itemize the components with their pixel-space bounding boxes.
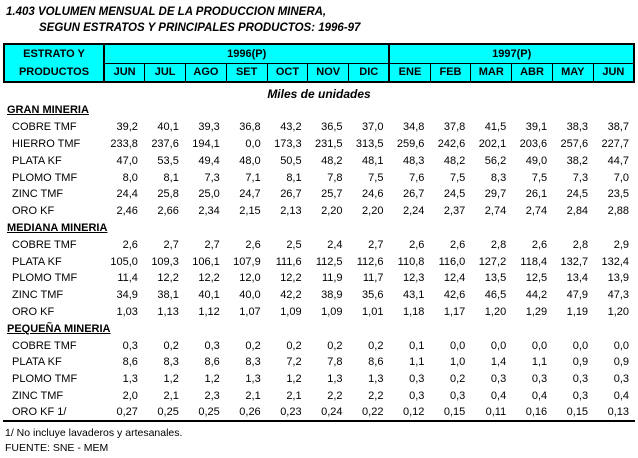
footnote-2: FUENTE: SNE - MEM xyxy=(5,442,109,455)
value-cell: 0,13 xyxy=(607,406,629,419)
product-label: ZINC TMF xyxy=(12,289,64,302)
value-cell: 0,2 xyxy=(327,339,343,352)
value-cell: 2,6 xyxy=(531,238,548,251)
value-cell: 8,3 xyxy=(490,171,507,184)
value-cell: 0,22 xyxy=(362,406,384,419)
value-cell: 40,0 xyxy=(239,289,261,302)
value-cell: 24,7 xyxy=(239,188,261,201)
value-cell: 0,23 xyxy=(280,406,302,419)
value-cell: 25,7 xyxy=(321,188,343,201)
value-cell: 110,8 xyxy=(397,255,425,268)
value-cell: 2,4 xyxy=(327,238,343,251)
value-cell: 7,2 xyxy=(286,356,302,369)
value-cell: 2,15 xyxy=(239,205,261,218)
section-header-row xyxy=(3,220,635,237)
value-cell: 0,3 xyxy=(409,389,425,402)
section-header-row xyxy=(3,102,635,119)
value-cell: 2,84 xyxy=(566,205,589,218)
value-cell: 0,12 xyxy=(402,406,425,419)
product-label: PLATA KF xyxy=(12,356,62,369)
value-cell: 47,9 xyxy=(566,289,589,302)
value-cell: 2,6 xyxy=(122,238,138,251)
units-label: Miles de unidades xyxy=(267,87,371,101)
value-cell: 13,4 xyxy=(566,272,589,285)
value-cell: 1,01 xyxy=(362,305,384,318)
value-cell: 0,0 xyxy=(572,339,589,352)
product-row xyxy=(3,304,635,321)
value-cell: 202,1 xyxy=(478,137,507,150)
product-row xyxy=(3,287,635,304)
value-cell: 42,6 xyxy=(443,289,466,302)
month-header-1996-set: SET xyxy=(226,63,267,82)
value-cell: 26,7 xyxy=(402,188,425,201)
value-cell: 0,11 xyxy=(485,406,507,419)
product-label: ZINC TMF xyxy=(12,188,64,201)
month-header-1997-abr: ABR xyxy=(512,63,553,82)
value-cell: 242,6 xyxy=(437,137,466,150)
value-cell: 7,3 xyxy=(572,171,589,184)
value-cell: 2,7 xyxy=(204,238,220,251)
value-cell: 1,18 xyxy=(402,305,425,318)
value-cell: 39,3 xyxy=(198,121,220,134)
value-cell: 0,0 xyxy=(450,339,466,352)
value-cell: 23,5 xyxy=(607,188,629,201)
value-cell: 7,3 xyxy=(204,171,220,184)
value-cell: 8,6 xyxy=(122,356,138,369)
value-cell: 2,20 xyxy=(362,205,384,218)
value-cell: 0,9 xyxy=(572,356,589,369)
value-cell: 11,9 xyxy=(321,272,343,285)
value-cell: 0,1 xyxy=(409,339,425,352)
value-cell: 35,6 xyxy=(362,289,384,302)
table-title xyxy=(0,0,638,36)
value-cell: 0,26 xyxy=(239,406,261,419)
value-cell: 313,5 xyxy=(355,137,384,150)
value-cell: 41,5 xyxy=(484,121,507,134)
value-cell: 40,1 xyxy=(157,121,179,134)
value-cell: 1,3 xyxy=(245,373,261,386)
value-cell: 0,4 xyxy=(490,389,507,402)
value-cell: 7,8 xyxy=(327,171,343,184)
value-cell: 0,0 xyxy=(613,339,629,352)
value-cell: 26,7 xyxy=(280,188,302,201)
product-row xyxy=(3,270,635,287)
footnotes xyxy=(5,426,638,456)
value-cell: 1,20 xyxy=(607,305,629,318)
product-row xyxy=(3,371,635,388)
value-cell: 1,09 xyxy=(321,305,343,318)
month-header-1996-ago: AGO xyxy=(186,63,227,82)
value-cell: 105,0 xyxy=(110,255,138,268)
value-cell: 12,5 xyxy=(525,272,548,285)
value-cell: 0,4 xyxy=(613,389,629,402)
value-cell: 7,1 xyxy=(245,171,261,184)
value-cell: 1,12 xyxy=(198,305,220,318)
value-cell: 0,3 xyxy=(490,373,507,386)
value-cell: 1,13 xyxy=(157,305,179,318)
corner-header-line-1: ESTRATO Y xyxy=(23,48,85,60)
value-cell: 1,3 xyxy=(327,373,343,386)
value-cell: 1,29 xyxy=(525,305,548,318)
value-cell: 38,3 xyxy=(566,121,589,134)
month-header-1997-mar: MAR xyxy=(471,63,512,82)
value-cell: 0,2 xyxy=(368,339,384,352)
value-cell: 47,3 xyxy=(607,289,629,302)
value-cell: 50,5 xyxy=(280,154,302,167)
value-cell: 24,5 xyxy=(443,188,466,201)
production-data-table xyxy=(3,102,635,422)
value-cell: 0,15 xyxy=(566,406,589,419)
value-cell: 8,1 xyxy=(286,171,302,184)
value-cell: 194,1 xyxy=(192,137,220,150)
value-cell: 13,5 xyxy=(484,272,507,285)
year-header-1997: 1997(P) xyxy=(389,44,634,63)
value-cell: 2,74 xyxy=(525,205,548,218)
product-label: HIERRO TMF xyxy=(12,137,81,150)
value-cell: 1,19 xyxy=(566,305,589,318)
value-cell: 38,1 xyxy=(157,289,179,302)
value-cell: 53,5 xyxy=(157,154,179,167)
value-cell: 42,2 xyxy=(280,289,302,302)
value-cell: 0,2 xyxy=(286,339,302,352)
corner-header-line-2: PRODUCTOS xyxy=(18,66,90,78)
value-cell: 257,6 xyxy=(560,137,589,150)
product-label: ORO KF 1/ xyxy=(12,406,67,419)
value-cell: 233,8 xyxy=(110,137,138,150)
value-cell: 2,6 xyxy=(450,238,466,251)
value-cell: 0,9 xyxy=(613,356,629,369)
value-cell: 13,9 xyxy=(607,272,629,285)
value-cell: 38,7 xyxy=(607,121,629,134)
product-label: PLATA KF xyxy=(12,154,62,167)
product-row xyxy=(3,152,635,169)
month-header-1997-may: MAY xyxy=(552,63,593,82)
value-cell: 8,3 xyxy=(163,356,179,369)
value-cell: 111,6 xyxy=(275,255,302,268)
value-cell: 8,6 xyxy=(204,356,220,369)
value-cell: 7,6 xyxy=(409,171,425,184)
value-cell: 48,2 xyxy=(321,154,343,167)
value-cell: 259,6 xyxy=(396,137,425,150)
value-cell: 43,1 xyxy=(402,289,425,302)
value-cell: 48,0 xyxy=(239,154,261,167)
value-cell: 37,8 xyxy=(443,121,466,134)
value-cell: 25,0 xyxy=(198,188,220,201)
footnote-1: 1/ No incluye lavaderos y artesanales. xyxy=(5,427,183,440)
value-cell: 1,0 xyxy=(450,356,466,369)
value-cell: 2,46 xyxy=(116,205,138,218)
value-cell: 8,0 xyxy=(122,171,138,184)
value-cell: 2,1 xyxy=(245,389,261,402)
title-line-1: 1.403 VOLUMEN MENSUAL DE LA PRODUCCION MINERA, xyxy=(6,6,327,18)
value-cell: 12,4 xyxy=(443,272,466,285)
product-label: COBRE TMF xyxy=(12,339,77,352)
section-name: GRAN MINERIA xyxy=(7,104,89,117)
value-cell: 0,0 xyxy=(531,339,548,352)
value-cell: 203,6 xyxy=(519,137,548,150)
value-cell: 2,74 xyxy=(484,205,507,218)
value-cell: 127,2 xyxy=(478,255,507,268)
value-cell: 2,2 xyxy=(368,389,384,402)
value-cell: 24,6 xyxy=(362,188,384,201)
value-cell: 7,8 xyxy=(327,356,343,369)
product-row xyxy=(3,169,635,186)
column-header-table xyxy=(3,43,635,83)
value-cell: 8,6 xyxy=(368,356,384,369)
value-cell: 0,0 xyxy=(490,339,507,352)
product-label: PLOMO TMF xyxy=(12,171,78,184)
value-cell: 0,25 xyxy=(198,406,220,419)
value-cell: 0,3 xyxy=(204,339,220,352)
value-cell: 107,9 xyxy=(233,255,261,268)
month-header-1996-nov: NOV xyxy=(308,63,349,82)
value-cell: 0,3 xyxy=(450,389,466,402)
product-row xyxy=(3,388,635,405)
value-cell: 2,37 xyxy=(443,205,466,218)
product-row xyxy=(3,236,635,253)
value-cell: 112,5 xyxy=(315,255,343,268)
value-cell: 0,16 xyxy=(525,406,548,419)
product-row xyxy=(3,136,635,153)
section-name: PEQUEÑA MINERIA xyxy=(7,322,111,335)
product-row xyxy=(3,354,635,371)
product-label: PLOMO TMF xyxy=(12,272,78,285)
value-cell: 0,3 xyxy=(531,373,548,386)
product-label: PLATA KF xyxy=(12,255,62,268)
value-cell: 48,3 xyxy=(402,154,425,167)
section-header-row xyxy=(3,320,635,337)
value-cell: 118,4 xyxy=(520,255,548,268)
value-cell: 36,8 xyxy=(239,121,261,134)
value-cell: 1,07 xyxy=(239,305,261,318)
value-cell: 2,9 xyxy=(613,238,629,251)
value-cell: 2,8 xyxy=(490,238,507,251)
value-cell: 56,2 xyxy=(484,154,507,167)
value-cell: 0,3 xyxy=(572,373,589,386)
value-cell: 1,1 xyxy=(409,356,425,369)
value-cell: 44,7 xyxy=(607,154,629,167)
value-cell: 12,2 xyxy=(198,272,220,285)
value-cell: 1,17 xyxy=(443,305,466,318)
value-cell: 26,1 xyxy=(525,188,548,201)
value-cell: 49,0 xyxy=(525,154,548,167)
value-cell: 29,7 xyxy=(484,188,507,201)
value-cell: 1,2 xyxy=(286,373,302,386)
product-row xyxy=(3,404,635,421)
value-cell: 0,2 xyxy=(245,339,261,352)
month-header-1996-dic: DIC xyxy=(349,63,390,82)
value-cell: 2,3 xyxy=(204,389,220,402)
value-cell: 2,1 xyxy=(163,389,179,402)
value-cell: 1,3 xyxy=(368,373,384,386)
value-cell: 0,2 xyxy=(450,373,466,386)
value-cell: 116,0 xyxy=(438,255,466,268)
value-cell: 2,8 xyxy=(572,238,589,251)
value-cell: 37,0 xyxy=(362,121,384,134)
value-cell: 109,3 xyxy=(151,255,179,268)
month-header-1996-oct: OCT xyxy=(267,63,308,82)
month-header-1997-jun: JUN xyxy=(593,63,634,82)
value-cell: 132,7 xyxy=(560,255,589,268)
value-cell: 7,5 xyxy=(450,171,466,184)
value-cell: 12,2 xyxy=(280,272,302,285)
month-header-1996-jun: JUN xyxy=(104,63,145,82)
product-row xyxy=(3,253,635,270)
value-cell: 1,09 xyxy=(280,305,302,318)
value-cell: 7,5 xyxy=(531,171,548,184)
product-label: COBRE TMF xyxy=(12,121,77,134)
value-cell: 0,24 xyxy=(321,406,343,419)
value-cell: 46,5 xyxy=(484,289,507,302)
value-cell: 2,0 xyxy=(122,389,138,402)
value-cell: 2,34 xyxy=(198,205,220,218)
value-cell: 1,20 xyxy=(484,305,507,318)
month-header-1996-jul: JUL xyxy=(145,63,186,82)
value-cell: 237,6 xyxy=(151,137,179,150)
value-cell: 24,4 xyxy=(116,188,138,201)
month-header-1997-ene: ENE xyxy=(389,63,430,82)
value-cell: 2,6 xyxy=(409,238,425,251)
value-cell: 0,3 xyxy=(613,373,629,386)
value-cell: 39,1 xyxy=(525,121,548,134)
value-cell: 1,2 xyxy=(163,373,179,386)
value-cell: 48,1 xyxy=(362,154,384,167)
value-cell: 1,1 xyxy=(531,356,548,369)
value-cell: 0,15 xyxy=(443,406,466,419)
value-cell: 2,1 xyxy=(286,389,302,402)
title-line-2: SEGUN ESTRATOS Y PRINCIPALES PRODUCTOS: 1996-97 xyxy=(39,22,361,34)
value-cell: 0,3 xyxy=(122,339,138,352)
value-cell: 2,20 xyxy=(321,205,343,218)
corner-header xyxy=(4,44,104,82)
value-cell: 0,3 xyxy=(572,389,589,402)
value-cell: 47,0 xyxy=(116,154,138,167)
value-cell: 8,3 xyxy=(245,356,261,369)
value-cell: 227,7 xyxy=(601,137,629,150)
section-name: MEDIANA MINERIA xyxy=(7,221,108,234)
value-cell: 39,2 xyxy=(116,121,138,134)
value-cell: 34,9 xyxy=(116,289,138,302)
month-header-1997-feb: FEB xyxy=(430,63,471,82)
value-cell: 0,27 xyxy=(116,406,138,419)
value-cell: 49,4 xyxy=(198,154,220,167)
value-cell: 38,9 xyxy=(321,289,343,302)
value-cell: 132,4 xyxy=(601,255,629,268)
value-cell: 0,3 xyxy=(409,373,425,386)
value-cell: 8,1 xyxy=(163,171,179,184)
product-label: PLOMO TMF xyxy=(12,373,78,386)
value-cell: 0,0 xyxy=(245,137,261,150)
value-cell: 1,03 xyxy=(116,305,138,318)
value-cell: 48,2 xyxy=(443,154,466,167)
value-cell: 2,24 xyxy=(402,205,425,218)
value-cell: 2,7 xyxy=(368,238,384,251)
value-cell: 36,5 xyxy=(321,121,343,134)
product-row xyxy=(3,119,635,136)
value-cell: 11,7 xyxy=(362,272,384,285)
product-label: COBRE TMF xyxy=(12,238,77,251)
value-cell: 0,2 xyxy=(163,339,179,352)
value-cell: 11,4 xyxy=(117,272,138,285)
product-label: ORO KF xyxy=(12,305,55,318)
value-cell: 2,7 xyxy=(163,238,179,251)
product-row xyxy=(3,186,635,203)
value-cell: 7,0 xyxy=(613,171,629,184)
value-cell: 2,88 xyxy=(607,205,629,218)
value-cell: 1,2 xyxy=(204,373,220,386)
value-cell: 2,6 xyxy=(245,238,261,251)
value-cell: 25,8 xyxy=(157,188,179,201)
value-cell: 40,1 xyxy=(198,289,220,302)
value-cell: 2,66 xyxy=(157,205,179,218)
product-label: ORO KF xyxy=(12,205,55,218)
value-cell: 0,4 xyxy=(531,389,548,402)
value-cell: 0,25 xyxy=(157,406,179,419)
value-cell: 12,3 xyxy=(402,272,425,285)
year-header-1996: 1996(P) xyxy=(104,44,389,63)
value-cell: 1,4 xyxy=(490,356,507,369)
value-cell: 24,5 xyxy=(566,188,589,201)
product-label: ZINC TMF xyxy=(12,389,64,402)
value-cell: 12,0 xyxy=(239,272,261,285)
product-row xyxy=(3,203,635,220)
value-cell: 1,3 xyxy=(122,373,138,386)
value-cell: 112,6 xyxy=(356,255,384,268)
value-cell: 2,2 xyxy=(327,389,343,402)
value-cell: 12,2 xyxy=(157,272,179,285)
value-cell: 7,5 xyxy=(368,171,384,184)
value-cell: 44,2 xyxy=(525,289,548,302)
value-cell: 2,13 xyxy=(280,205,302,218)
value-cell: 106,1 xyxy=(192,255,220,268)
value-cell: 231,5 xyxy=(315,137,343,150)
product-row xyxy=(3,337,635,354)
value-cell: 43,2 xyxy=(280,121,302,134)
value-cell: 38,2 xyxy=(566,154,589,167)
value-cell: 34,8 xyxy=(402,121,425,134)
value-cell: 2,5 xyxy=(286,238,302,251)
value-cell: 173,3 xyxy=(274,137,302,150)
